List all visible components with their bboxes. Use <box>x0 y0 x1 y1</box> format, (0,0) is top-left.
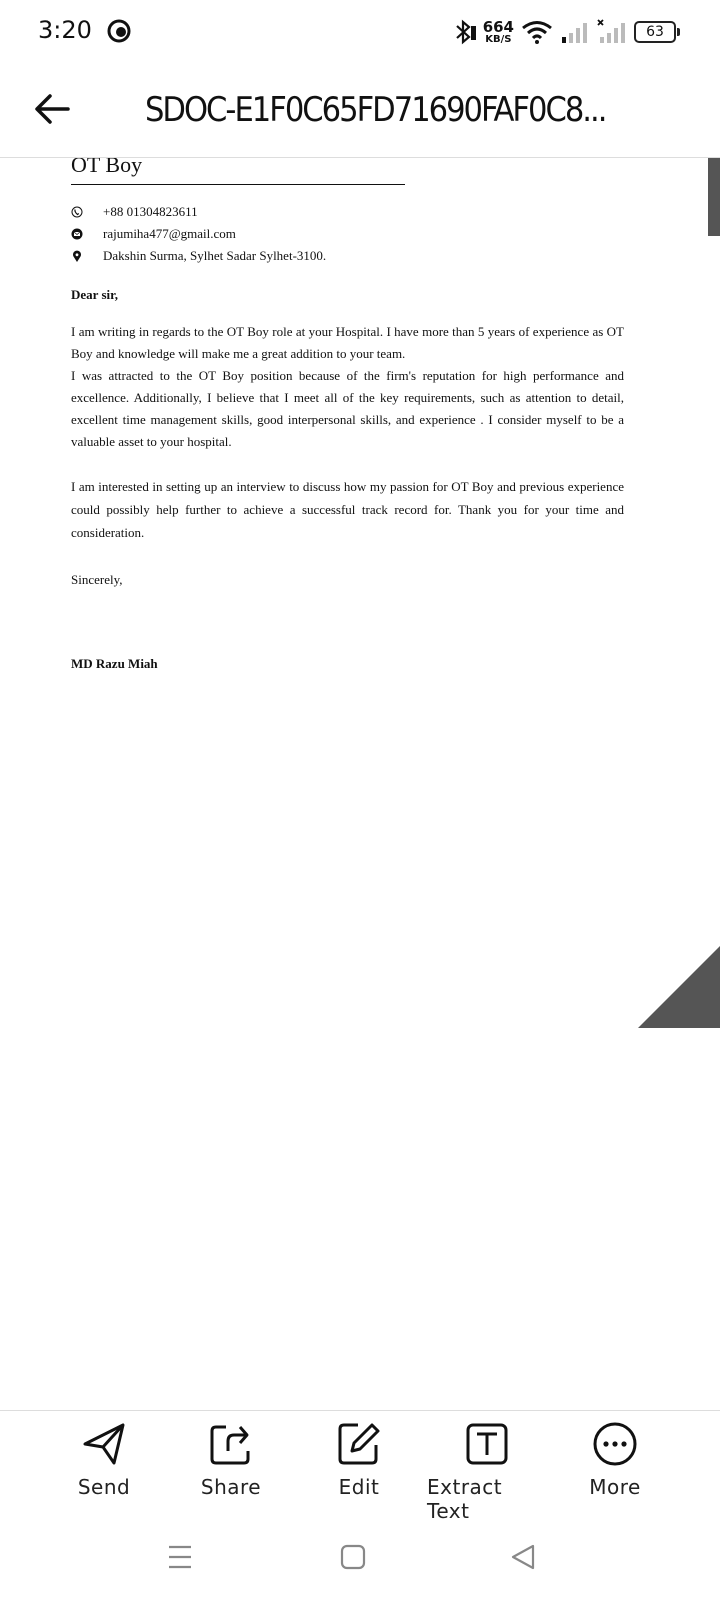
contact-list <box>71 201 624 267</box>
back-nav-icon[interactable] <box>509 1542 537 1572</box>
cover-letter-page <box>71 158 624 672</box>
signal-sim2-icon <box>596 19 628 45</box>
send-button[interactable] <box>44 1421 164 1499</box>
contact-email: rajumiha477@gmail.com <box>103 226 236 241</box>
title-divider <box>71 184 405 185</box>
home-icon[interactable] <box>339 1542 367 1572</box>
battery-indicator: 63 <box>634 21 676 43</box>
extract-text-label: Extract Text <box>427 1475 503 1523</box>
system-nav-bar <box>0 1522 720 1600</box>
network-speed-value: 664 <box>482 17 514 36</box>
send-icon <box>81 1421 127 1467</box>
contact-address-row <box>71 245 624 267</box>
share-label: Share <box>200 1475 262 1499</box>
network-speed-unit: KB/S <box>485 33 512 45</box>
contact-phone-row <box>71 201 624 223</box>
letter-closing: Sincerely, <box>71 572 123 587</box>
app-bar <box>0 64 720 158</box>
bluetooth-icon <box>453 19 477 45</box>
phone-icon <box>71 206 103 218</box>
status-bar <box>0 0 720 64</box>
app-notification-icon <box>106 18 132 44</box>
contact-email-row <box>71 223 624 245</box>
status-time: 3:20 <box>38 16 92 44</box>
salutation: Dear sir, <box>71 287 118 302</box>
letter-paragraph-1 <box>71 321 624 453</box>
letter-job-title: OT Boy <box>71 158 143 177</box>
more-label: More <box>589 1475 641 1499</box>
signer-name: MD Razu Miah <box>71 656 158 671</box>
edit-button[interactable] <box>299 1421 419 1499</box>
letter-paragraph-3: I am interested in setting up an interview to discuss how my passion for OT Boy and previous experience could possibly help further to achieve a successful track record for. Thank you for your time and consideration. <box>71 479 624 540</box>
bottom-toolbar <box>0 1410 720 1522</box>
more-button[interactable] <box>555 1421 675 1499</box>
document-viewer[interactable] <box>0 158 720 1410</box>
scrollbar-thumb[interactable] <box>708 158 720 236</box>
contact-address: Dakshin Surma, Sylhet Sadar Sylhet-3100. <box>103 248 327 263</box>
edit-icon <box>336 1421 382 1467</box>
paragraph-2-text: I was attracted to the OT Boy position because of the firm's reputation for high performance and excellence. Additionally, I believe that I meet all of the key requirements, such as attention to detail, excellent time management skills, good interpersonal skills, and experience . I consider myself to be a valuable asset to your hospital. <box>71 368 624 449</box>
status-indicators <box>453 16 676 48</box>
recent-apps-icon[interactable] <box>166 1542 194 1572</box>
share-icon <box>208 1421 254 1467</box>
document-title: SDOC-E1F0C65FD71690FAF0C8... <box>145 90 606 130</box>
contact-phone: +88 01304823611 <box>103 204 198 219</box>
wifi-icon <box>520 19 554 45</box>
more-icon <box>592 1421 638 1467</box>
page-corner-fold-icon[interactable] <box>638 946 720 1028</box>
send-label: Send <box>77 1475 131 1499</box>
email-icon <box>71 228 103 240</box>
location-pin-icon <box>71 250 103 263</box>
edit-label: Edit <box>338 1475 380 1499</box>
network-speed <box>482 17 514 45</box>
signal-sim1-icon <box>560 19 590 45</box>
share-button[interactable] <box>171 1421 291 1499</box>
extract-text-icon <box>464 1421 510 1467</box>
extract-text-button[interactable] <box>427 1421 547 1523</box>
paragraph-1-text: I am writing in regards to the OT Boy role at your Hospital. I have more than 5 years of experience as OT Boy and knowledge will make me a great addition to your team. <box>71 324 624 361</box>
back-arrow-icon[interactable] <box>28 84 78 134</box>
